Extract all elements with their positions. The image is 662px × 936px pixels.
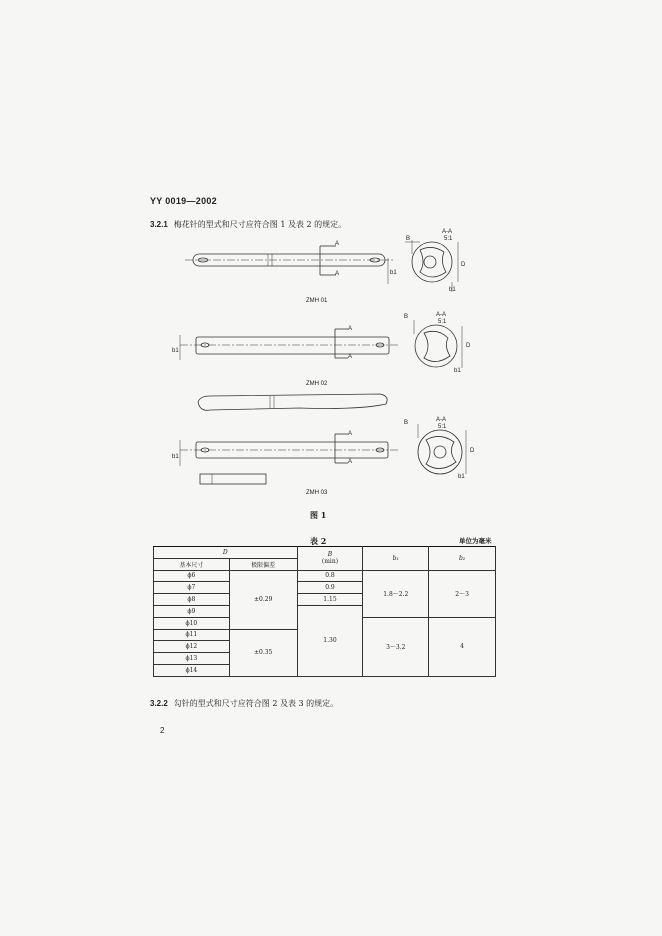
table-row [154,570,496,582]
basic-size-cell: ϕ11 [154,629,230,641]
clause-text: 梅花针的型式和尺寸应符合图 1 及表 2 的规定。 [173,220,347,229]
table-header-row [154,547,496,559]
zmh03-section [418,424,466,474]
b1-label: b1 [172,348,179,354]
zmh01-caption: ZMH 01 [306,298,328,304]
page-number: 2 [160,726,165,735]
basic-size-cell: ϕ12 [154,641,230,653]
scale-label: 5:1 [438,319,447,325]
section-arrow-label: A [335,271,340,277]
b2-value-cell: 4 [429,617,496,676]
basic-size-cell: ϕ14 [154,664,230,676]
d-label: D [461,262,466,268]
zmh03-side-view [198,394,387,410]
header-d: D [154,547,298,559]
b1-label: b1 [454,368,461,374]
deviation-cell: ±0.35 [229,629,297,676]
b1-value-cell: 3～3.2 [363,617,429,676]
b-value-cell: 1.30 [297,605,363,676]
section-arrow-label: A [348,354,353,360]
header-basic-size: 基本尺寸 [154,558,230,570]
section-arrow-label: A [348,459,353,465]
zmh01-section [405,240,458,292]
section-arrow-label: A [335,241,340,247]
basic-size-cell: ϕ13 [154,653,230,665]
scale-label: 5:1 [438,424,447,430]
zmh02-needle-view [180,329,400,360]
header-b: B (min) [297,547,363,571]
zmh01-needle-view [185,246,395,284]
d-label: D [470,448,475,454]
b-label: B [404,314,409,320]
zmh03-needle-view [180,434,400,484]
b-value-cell: 1.15 [297,594,363,606]
b2-value-cell: 2～3 [429,570,496,617]
dimension-table [153,546,496,677]
basic-size-cell: ϕ10 [154,617,230,629]
basic-size-cell: ϕ6 [154,570,230,582]
b-value-cell: 0.8 [297,570,363,582]
deviation-cell: ±0.29 [229,570,297,629]
section-aa-label: A-A [442,229,453,235]
header-b2: b₂ [429,547,496,571]
b1-label: b1 [449,287,456,293]
scale-label: 5:1 [444,236,453,242]
table-title: 表 2 [310,536,327,546]
b1-label: b1 [458,474,465,480]
zmh02-section [414,320,462,368]
standard-number: YY 0019—2002 [150,196,217,206]
zmh02-caption: ZMH 02 [306,381,328,387]
zmh03-caption: ZMH 03 [306,490,328,496]
section-arrow-label: A [348,326,353,332]
b1-label: b1 [390,270,397,276]
table-unit: 单位为毫米 [459,537,492,545]
clause-number: 3.2.1 [150,220,168,229]
d-label: D [466,343,471,349]
b1-value-cell: 1.8～2.2 [363,570,429,617]
header-limit-dev: 极限偏差 [229,558,297,570]
b-value-cell: 0.9 [297,582,363,594]
b1-label: b1 [172,454,179,460]
clause-number: 3.2.2 [150,699,168,708]
section-arrow-label: A [348,431,353,437]
basic-size-cell: ϕ7 [154,582,230,594]
b-label: B [406,236,411,242]
section-aa-label: A-A [436,417,447,423]
clause-3-2-2 [150,698,338,709]
clause-text: 勾针的型式和尺寸应符合图 2 及表 3 的规定。 [173,699,339,708]
b-label: B [404,420,409,426]
header-b1: b₁ [363,547,429,571]
figure-title: 图 1 [310,510,327,520]
basic-size-cell: ϕ8 [154,594,230,606]
section-aa-label: A-A [436,312,447,318]
basic-size-cell: ϕ9 [154,605,230,617]
